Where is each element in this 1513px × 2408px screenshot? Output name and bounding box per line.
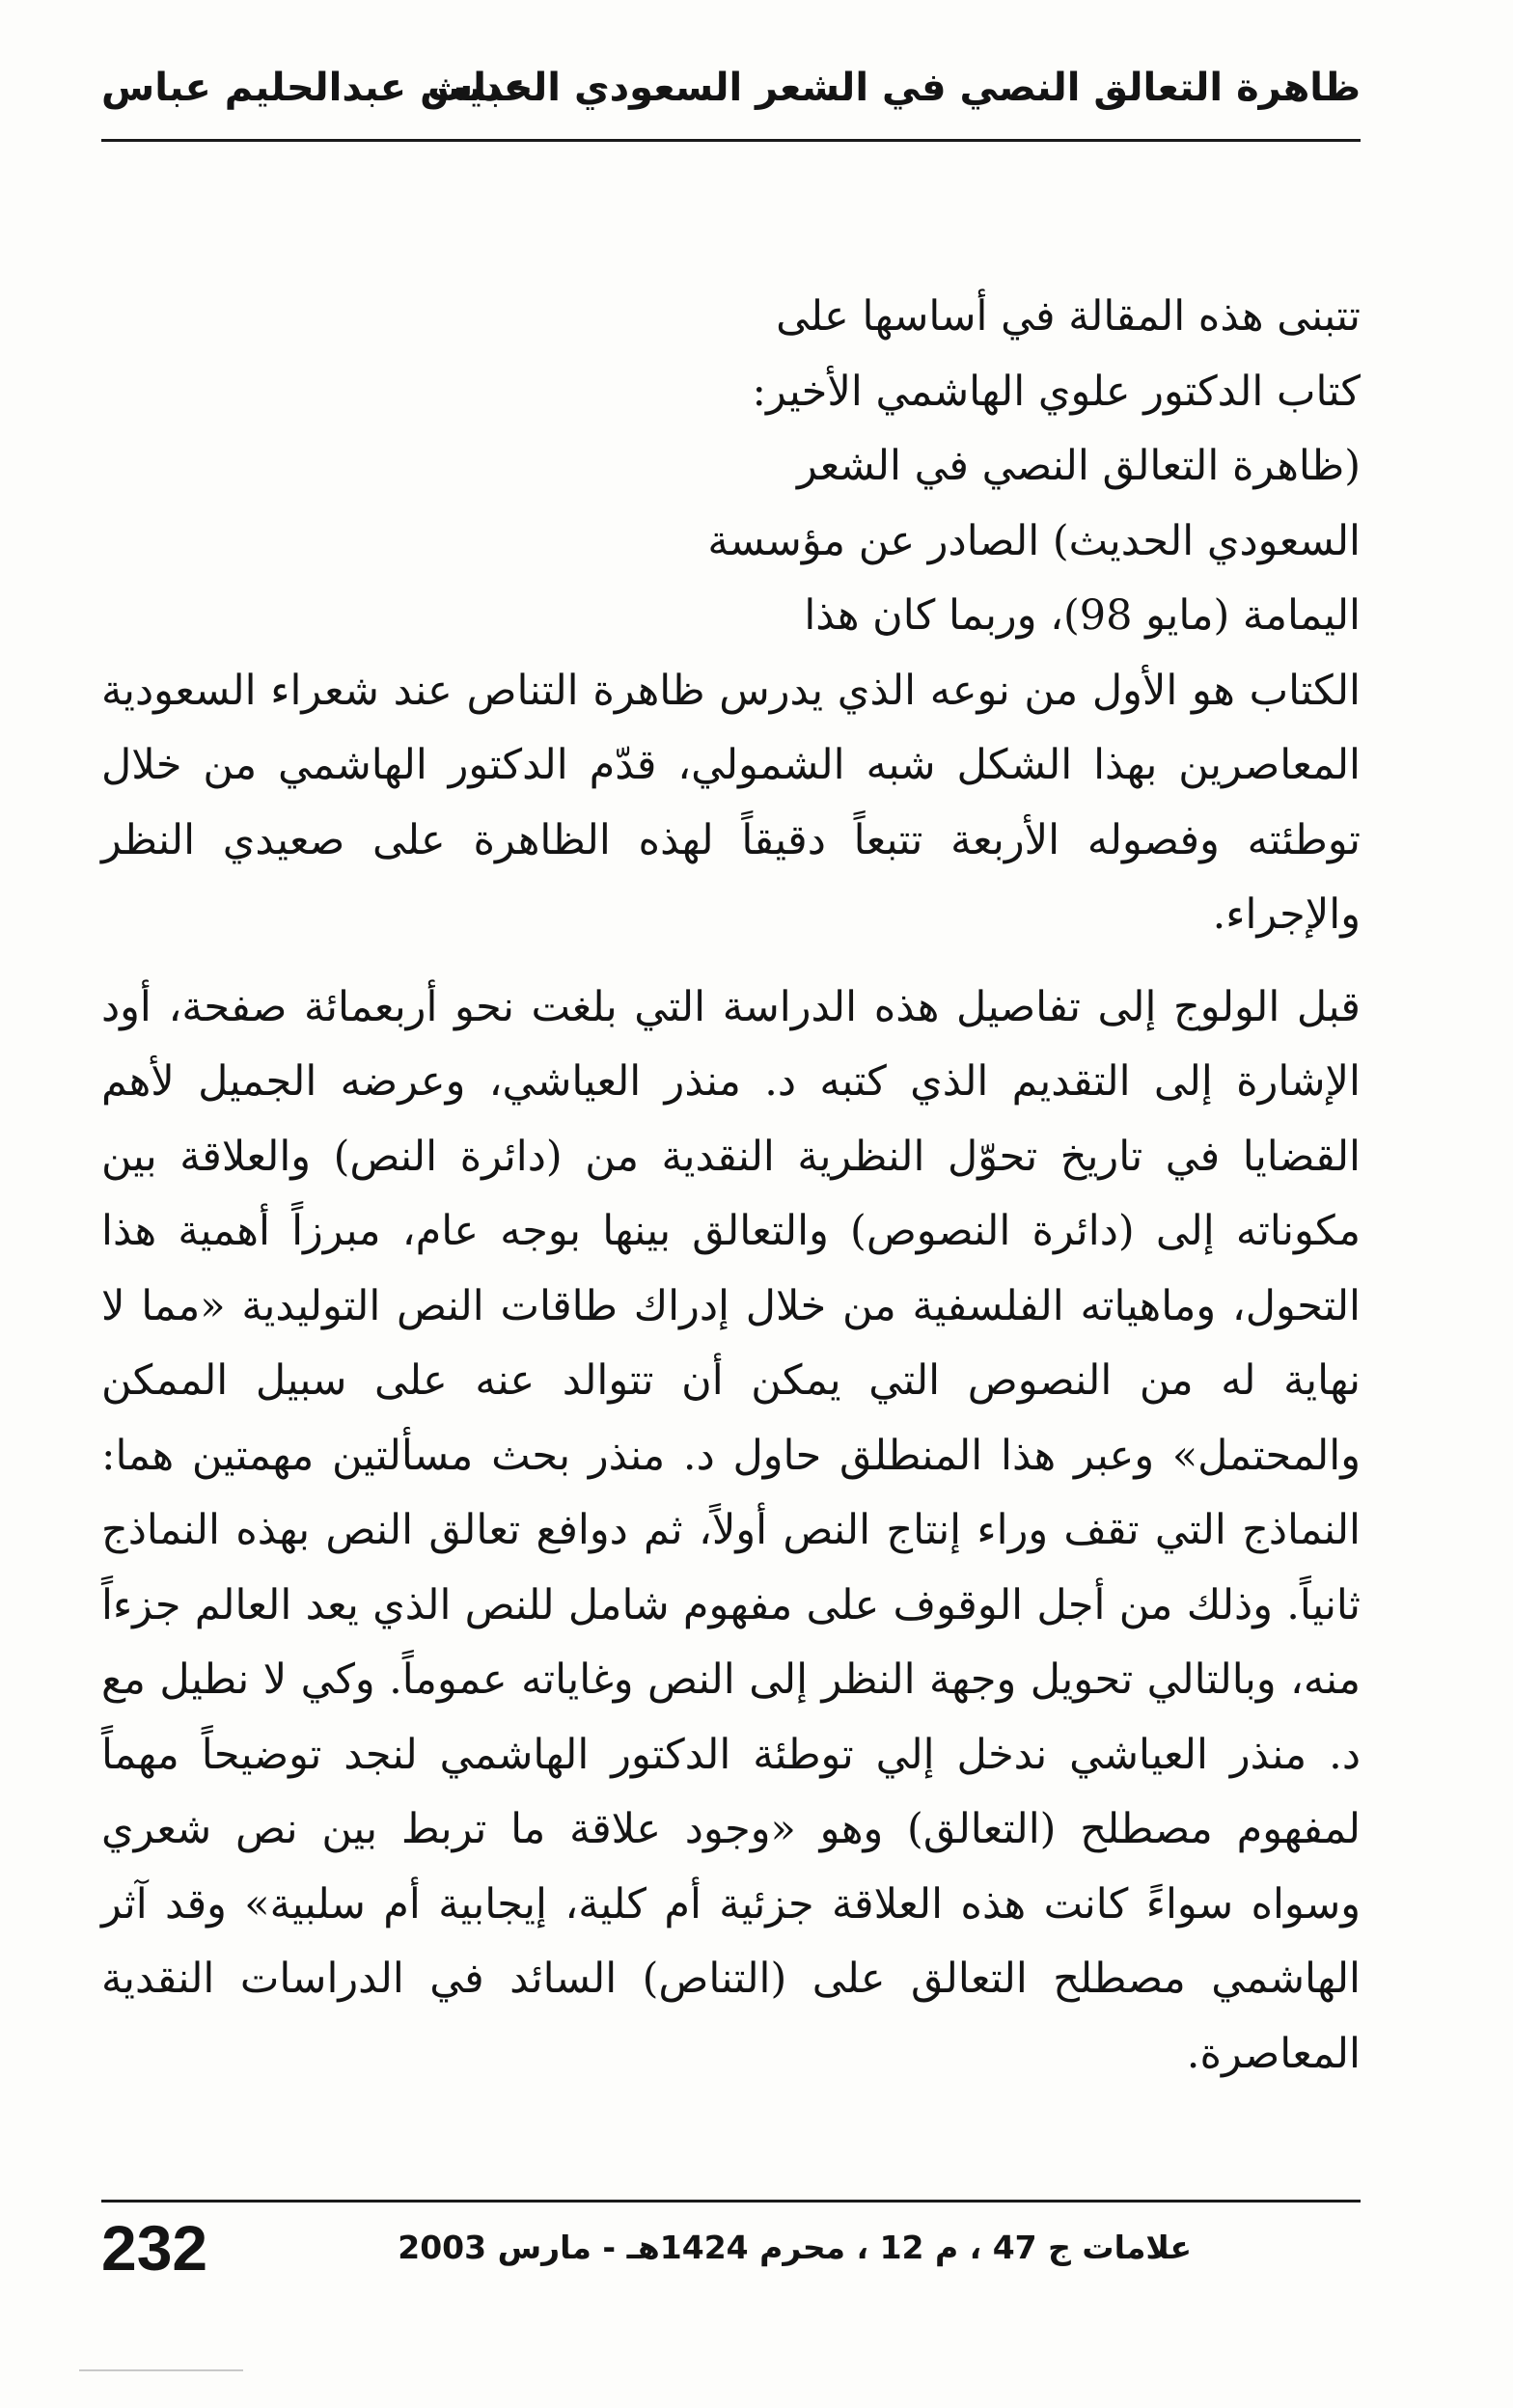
running-head-author: عباس عبدالحليم عباس (101, 66, 530, 110)
intro-line: اليمامة (مايو 98)، وربما كان هذا (804, 591, 1361, 640)
journal-citation: علامات ج 47 ، م 12 ، محرم 1424هـ - مارس 2003 (398, 2229, 1192, 2266)
footer-rule (101, 2200, 1361, 2203)
intro-line: كتاب الدكتور علوي الهاشمي الأخير: (752, 367, 1361, 416)
article-body (101, 280, 1361, 2092)
intro-block (675, 280, 1361, 654)
running-head (101, 60, 1361, 127)
intro-line: السعودي الحديث) الصادر عن مؤسسة (707, 516, 1361, 565)
page-footer (101, 2211, 1361, 2298)
running-head-title: ظاهرة التعالق النصي في الشعر السعودي الحديث (426, 66, 1361, 110)
page-number: 232 (101, 2212, 208, 2284)
paragraph-1: الكتاب هو الأول من نوعه الذي يدرس ظاهرة التناص عند شعراء السعودية المعاصرين بهذا الشكل شبه الشمولي، قدّم الدكتور الهاشمي من خلال توطئته وفصوله الأربعة تتبعاً دقيقاً لهذه الظاهرة على صعيدي النظر والإجراء. (101, 666, 1361, 939)
intro-line: (ظاهرة التعالق النصي في الشعر (797, 442, 1361, 490)
header-rule (101, 139, 1361, 142)
intro-line: تتبنى هذه المقالة في أساسها على (776, 292, 1361, 341)
paragraph-2: قبل الولوج إلى تفاصيل هذه الدراسة التي بلغت نحو أربعمائة صفحة، أود الإشارة إلى التقديم الذي كتبه د. منذر العياشي، وعرضه الجميل لأهم القضايا في تاريخ تحوّل النظرية النقدية من (دائرة النص) والعلاقة بين مكوناته إلى (دائرة النصوص) والتعالق بينها بوجه عام، مبرزاً أهمية هذا التحول، وماهياته الفلسفية من خلال إدراك طاقات النص التوليدية «مما لا نهاية له من النصوص التي يمكن أن تتوالد عنه على سبيل الممكن والمحتمل» وعبر هذا المنطلق حاول د. منذر بحث مسألتين مهمتين هما: النماذج التي تقف وراء إنتاج النص أولاً، ثم دوافع تعالق النص بهذه النماذج ثانياً. وذلك من أجل الوقوف على مفهوم شامل للنص الذي يعد العالم جزءاً منه، وبالتالي تحويل وجهة النظر إلى النص وغاياته عموماً. وكي لا نطيل مع د. منذر العياشي ندخل إلي توطئة الدكتور الهاشمي لنجد توضيحاً مهماً لمفهوم مصطلح (التعالق) وهو «وجود علاقة ما تربط بين نص شعري وسواه سواءً كانت هذه العلاقة جزئية أم كلية، إيجابية أم سلبية» وقد آثر الهاشمي مصطلح التعالق على (التناص) السائد في الدراسات النقدية المعاصرة. (101, 982, 1361, 2078)
scan-mark (79, 2369, 243, 2371)
